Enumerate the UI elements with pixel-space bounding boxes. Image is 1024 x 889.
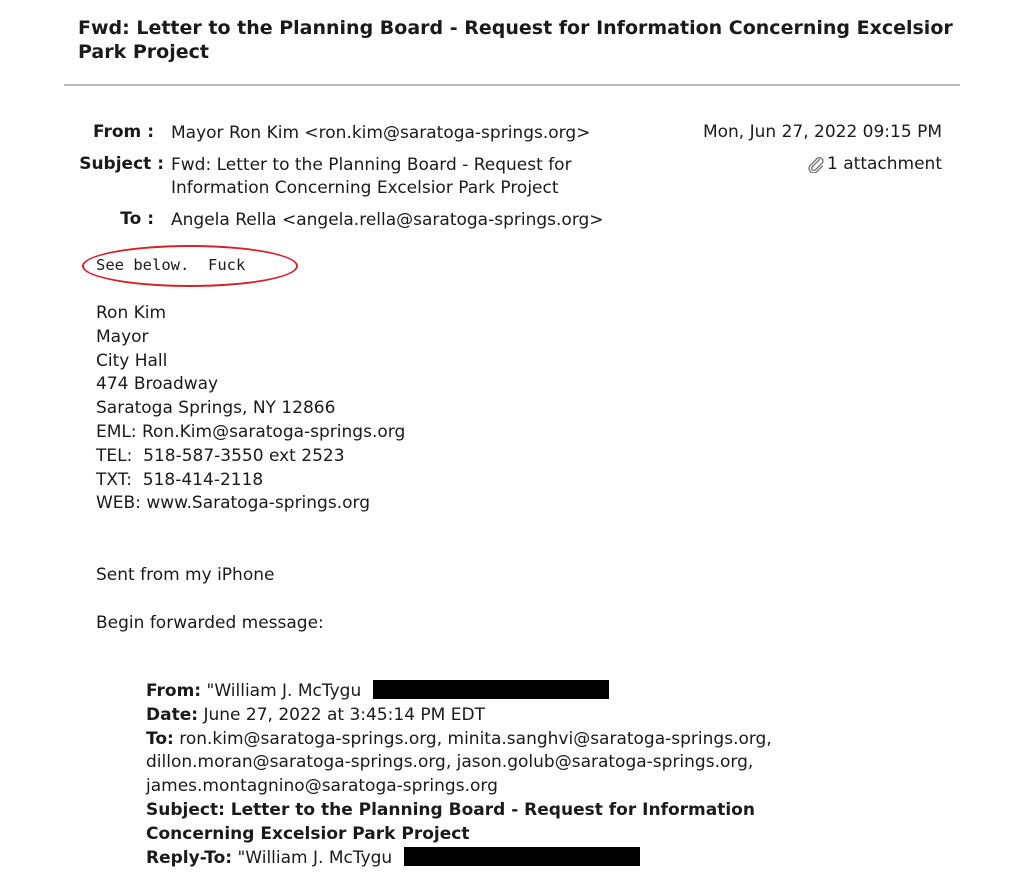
fwd-from-value: "William J. McTygu (206, 681, 362, 701)
signature-line: Mayor (96, 326, 149, 347)
signature-line: City Hall (96, 350, 168, 371)
fwd-date-value: June 27, 2022 at 3:45:14 PM EDT (203, 704, 485, 725)
body-intro: See below. Fuck (96, 256, 246, 274)
fwd-date-label: Date: (146, 704, 199, 725)
fwd-replyto-label: Reply-To: (146, 847, 233, 868)
fwd-replyto-value: "William J. McTygu (237, 847, 393, 868)
attachment-label: 1 attachment (827, 154, 942, 174)
fwd-to-line-3: james.montagnino@saratoga-springs.org (146, 776, 498, 797)
subject-line-2: Information Concerning Excelsior Park Project (171, 178, 559, 198)
signature-line: TXT: 518-414-2118 (96, 469, 264, 490)
fwd-to-line-2: dillon.moran@saratoga-springs.org, jason.golub@saratoga-springs.org, (146, 752, 754, 773)
from-value: Mayor Ron Kim <ron.kim@saratoga-springs.org> (171, 123, 591, 143)
fwd-subject-line-2 (146, 823, 846, 847)
signature-line: WEB: www.Saratoga-springs.org (96, 493, 370, 514)
fwd-from-row (146, 680, 846, 704)
paperclip-icon (807, 155, 825, 173)
sent-from-line: Sent from my iPhone (96, 565, 275, 585)
fwd-replyto-row (146, 847, 846, 871)
redaction-bar (373, 680, 609, 699)
signature-line: Ron Kim (96, 303, 167, 323)
fwd-to-label: To: (146, 728, 174, 749)
subject-label: Subject : (79, 154, 164, 174)
redaction-bar (404, 847, 640, 866)
signature-line: 474 Broadway (96, 374, 219, 395)
attachment-link[interactable] (807, 154, 942, 174)
email-date: Mon, Jun 27, 2022 09:15 PM (702, 122, 942, 142)
fwd-to-row (146, 728, 846, 752)
fwd-from-label: From: (146, 681, 202, 701)
fwd-subject-line-1 (146, 799, 846, 823)
signature-block (96, 302, 405, 516)
signature-line: EML: Ron.Kim@saratoga-springs.org (96, 421, 406, 442)
to-value: Angela Rella <angela.rella@saratoga-springs.org> (171, 210, 604, 230)
signature-line: Saratoga Springs, NY 12866 (96, 398, 336, 419)
email-title: Fwd: Letter to the Planning Board - Request for Information Concerning Excelsior Park Project (78, 17, 953, 63)
forwarded-header (146, 680, 846, 870)
to-label: To : (120, 209, 154, 229)
header-divider (64, 84, 960, 86)
signature-line: TEL: 518-587-3550 ext 2523 (96, 445, 345, 466)
subject-value (171, 154, 572, 200)
fwd-subject-text-1: Subject: Letter to the Planning Board - Request for Information (146, 799, 755, 820)
fwd-date-row (146, 704, 846, 728)
fwd-to-line-1: ron.kim@saratoga-springs.org, minita.sanghvi@saratoga-springs.org, (179, 728, 772, 749)
from-label: From : (92, 122, 154, 142)
fwd-subject-text-2: Concerning Excelsior Park Project (146, 823, 470, 844)
subject-line-1: Fwd: Letter to the Planning Board - Request for (171, 155, 572, 175)
begin-forwarded-line: Begin forwarded message: (96, 613, 324, 633)
